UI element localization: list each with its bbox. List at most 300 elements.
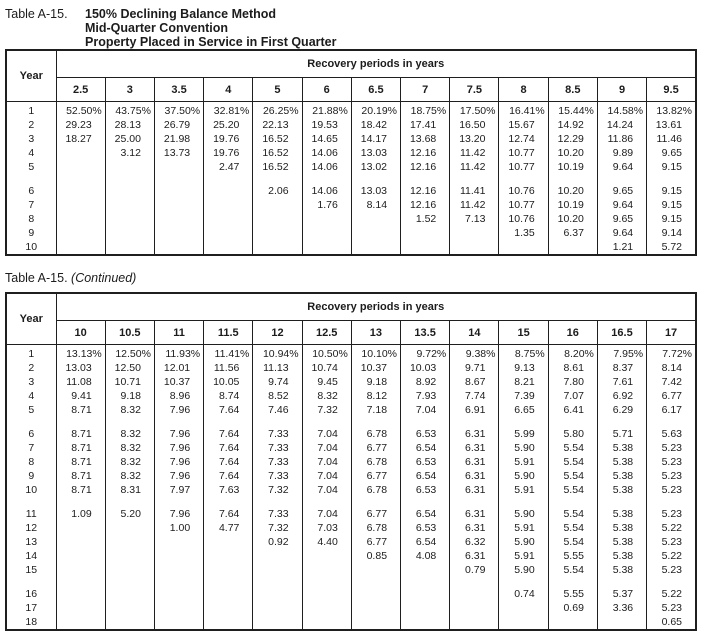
- value-cell: [105, 549, 154, 563]
- value-cell: 13.13%: [56, 345, 105, 362]
- value-cell: 7.04: [302, 507, 351, 521]
- value-cell: 7.04: [302, 483, 351, 497]
- value-cell: [302, 212, 351, 226]
- value-cell: 12.16: [401, 160, 450, 174]
- value-cell: 13.03: [351, 184, 400, 198]
- value-cell: 25.00: [105, 132, 154, 146]
- year-cell: 3: [6, 132, 56, 146]
- value-cell: 8.96: [154, 389, 203, 403]
- value-cell: 16.41%: [499, 102, 548, 119]
- continued-title: [5, 271, 699, 285]
- value-cell: 6.53: [401, 455, 450, 469]
- value-cell: 7.64: [204, 507, 253, 521]
- value-cell: 7.13: [450, 212, 499, 226]
- value-cell: 7.93: [401, 389, 450, 403]
- value-cell: 6.41: [548, 403, 597, 417]
- column-header-8.5: 8.5: [548, 78, 597, 102]
- value-cell: 11.42: [450, 146, 499, 160]
- table-row: [6, 226, 696, 240]
- value-cell: 7.03: [302, 521, 351, 535]
- value-cell: [302, 615, 351, 630]
- value-cell: [253, 615, 302, 630]
- value-cell: 14.24: [597, 118, 646, 132]
- value-cell: 9.64: [597, 226, 646, 240]
- value-cell: 6.54: [401, 535, 450, 549]
- value-cell: 8.71: [56, 441, 105, 455]
- heading-line-1: 150% Declining Balance Method: [85, 7, 277, 21]
- value-cell: [401, 226, 450, 240]
- value-cell: 10.20: [548, 212, 597, 226]
- value-cell: 0.79: [450, 563, 499, 577]
- value-cell: [253, 226, 302, 240]
- value-cell: 10.71: [105, 375, 154, 389]
- value-cell: 5.38: [597, 521, 646, 535]
- value-cell: 5.54: [548, 455, 597, 469]
- table-row: [6, 469, 696, 483]
- value-cell: 11.08: [56, 375, 105, 389]
- value-cell: 17.50%: [450, 102, 499, 119]
- value-cell: 6.29: [597, 403, 646, 417]
- value-cell: 43.75%: [105, 102, 154, 119]
- year-cell: 8: [6, 212, 56, 226]
- value-cell: [401, 587, 450, 601]
- year-cell: 16: [6, 587, 56, 601]
- table-row: [6, 441, 696, 455]
- column-header-7.5: 7.5: [450, 78, 499, 102]
- value-cell: 8.14: [351, 198, 400, 212]
- year-cell: 6: [6, 427, 56, 441]
- value-cell: 7.04: [302, 455, 351, 469]
- value-cell: [204, 587, 253, 601]
- spacer-row: [6, 417, 696, 427]
- value-cell: 6.32: [450, 535, 499, 549]
- value-cell: 6.77: [351, 441, 400, 455]
- value-cell: 17.41: [401, 118, 450, 132]
- value-cell: 5.91: [499, 521, 548, 535]
- value-cell: [548, 240, 597, 255]
- value-cell: 9.71: [450, 361, 499, 375]
- value-cell: [56, 587, 105, 601]
- value-cell: [253, 563, 302, 577]
- value-cell: 5.23: [647, 535, 696, 549]
- value-cell: 10.37: [154, 375, 203, 389]
- year-cell: 10: [6, 483, 56, 497]
- table-row: [6, 427, 696, 441]
- value-cell: 5.91: [499, 483, 548, 497]
- value-cell: 8.37: [597, 361, 646, 375]
- value-cell: 15.44%: [548, 102, 597, 119]
- value-cell: 9.89: [597, 146, 646, 160]
- value-cell: [154, 184, 203, 198]
- value-cell: 9.65: [597, 184, 646, 198]
- value-cell: 6.78: [351, 521, 400, 535]
- value-cell: 5.54: [548, 507, 597, 521]
- table-row: [6, 345, 696, 362]
- value-cell: 7.97: [154, 483, 203, 497]
- value-cell: 11.41%: [204, 345, 253, 362]
- value-cell: 0.65: [647, 615, 696, 630]
- value-cell: 1.35: [499, 226, 548, 240]
- value-cell: [204, 184, 253, 198]
- value-cell: 5.63: [647, 427, 696, 441]
- value-cell: 6.31: [450, 441, 499, 455]
- value-cell: 12.29: [548, 132, 597, 146]
- value-cell: 6.37: [548, 226, 597, 240]
- value-cell: 7.18: [351, 403, 400, 417]
- value-cell: 7.64: [204, 455, 253, 469]
- value-cell: 5.37: [597, 587, 646, 601]
- value-cell: [56, 615, 105, 630]
- column-header-8: 8: [499, 78, 548, 102]
- value-cell: 7.96: [154, 469, 203, 483]
- column-header-2.5: 2.5: [56, 78, 105, 102]
- value-cell: 7.32: [253, 521, 302, 535]
- value-cell: 7.95%: [597, 345, 646, 362]
- year-cell: 6: [6, 184, 56, 198]
- value-cell: 9.38%: [450, 345, 499, 362]
- value-cell: 5.23: [647, 507, 696, 521]
- value-cell: [56, 184, 105, 198]
- value-cell: [154, 160, 203, 174]
- column-header-10: 10: [56, 321, 105, 345]
- value-cell: [204, 615, 253, 630]
- value-cell: 5.38: [597, 507, 646, 521]
- table-row: [6, 212, 696, 226]
- value-cell: 4.40: [302, 535, 351, 549]
- table-row: [6, 483, 696, 497]
- value-cell: 6.31: [450, 427, 499, 441]
- value-cell: [450, 226, 499, 240]
- value-cell: 7.33: [253, 427, 302, 441]
- value-cell: 9.64: [597, 198, 646, 212]
- value-cell: [351, 615, 400, 630]
- value-cell: 16.52: [253, 132, 302, 146]
- column-header-13: 13: [351, 321, 400, 345]
- value-cell: 5.22: [647, 549, 696, 563]
- value-cell: 9.18: [105, 389, 154, 403]
- value-cell: [56, 198, 105, 212]
- table-title-block: [5, 7, 699, 49]
- value-cell: 8.92: [401, 375, 450, 389]
- value-cell: [499, 601, 548, 615]
- value-cell: 5.91: [499, 549, 548, 563]
- value-cell: 16.52: [253, 160, 302, 174]
- continued-label: Table A-15.: [5, 271, 68, 285]
- value-cell: [204, 601, 253, 615]
- value-cell: 10.19: [548, 160, 597, 174]
- value-cell: 6.17: [647, 403, 696, 417]
- value-cell: [105, 160, 154, 174]
- value-cell: 8.14: [647, 361, 696, 375]
- value-cell: [450, 587, 499, 601]
- value-cell: 5.38: [597, 563, 646, 577]
- value-cell: 3.12: [105, 146, 154, 160]
- value-cell: 9.45: [302, 375, 351, 389]
- column-header-15: 15: [499, 321, 548, 345]
- value-cell: 11.13: [253, 361, 302, 375]
- value-cell: 5.38: [597, 469, 646, 483]
- value-cell: 6.54: [401, 507, 450, 521]
- value-cell: 7.04: [302, 469, 351, 483]
- value-cell: [154, 535, 203, 549]
- depreciation-table: [5, 292, 697, 631]
- column-header-12.5: 12.5: [302, 321, 351, 345]
- year-cell: 14: [6, 549, 56, 563]
- table-row: [6, 184, 696, 198]
- value-cell: 7.80: [548, 375, 597, 389]
- value-cell: 6.77: [647, 389, 696, 403]
- column-header-5: 5: [253, 78, 302, 102]
- value-cell: 8.20%: [548, 345, 597, 362]
- value-cell: 6.54: [401, 469, 450, 483]
- value-cell: [253, 240, 302, 255]
- value-cell: 6.53: [401, 483, 450, 497]
- value-cell: [105, 212, 154, 226]
- heading-line-2: Mid-Quarter Convention: [85, 21, 229, 35]
- value-cell: [56, 549, 105, 563]
- value-cell: 7.63: [204, 483, 253, 497]
- column-header-7: 7: [401, 78, 450, 102]
- value-cell: [401, 601, 450, 615]
- value-cell: 6.77: [351, 535, 400, 549]
- value-cell: 9.65: [647, 146, 696, 160]
- value-cell: 10.03: [401, 361, 450, 375]
- value-cell: 18.42: [351, 118, 400, 132]
- year-cell: 9: [6, 469, 56, 483]
- value-cell: 9.15: [647, 160, 696, 174]
- year-column-header: Year: [6, 50, 56, 102]
- value-cell: 10.94%: [253, 345, 302, 362]
- value-cell: 7.32: [302, 403, 351, 417]
- value-cell: 10.76: [499, 212, 548, 226]
- value-cell: 6.53: [401, 427, 450, 441]
- value-cell: 16.52: [253, 146, 302, 160]
- value-cell: 11.42: [450, 160, 499, 174]
- value-cell: 5.38: [597, 549, 646, 563]
- value-cell: 5.90: [499, 507, 548, 521]
- value-cell: [450, 240, 499, 255]
- table-row: [6, 507, 696, 521]
- year-cell: 5: [6, 160, 56, 174]
- year-cell: 7: [6, 441, 56, 455]
- value-cell: 9.74: [253, 375, 302, 389]
- value-cell: [105, 601, 154, 615]
- value-cell: 8.32: [105, 469, 154, 483]
- value-cell: [56, 212, 105, 226]
- value-cell: [154, 563, 203, 577]
- value-cell: 10.76: [499, 184, 548, 198]
- value-cell: [56, 601, 105, 615]
- table-row: [6, 198, 696, 212]
- value-cell: [351, 240, 400, 255]
- table-row: [6, 375, 696, 389]
- value-cell: [351, 587, 400, 601]
- value-cell: [204, 226, 253, 240]
- value-cell: 10.20: [548, 184, 597, 198]
- value-cell: [204, 549, 253, 563]
- value-cell: 8.71: [56, 403, 105, 417]
- value-cell: 52.50%: [56, 102, 105, 119]
- value-cell: 7.74: [450, 389, 499, 403]
- value-cell: 7.33: [253, 507, 302, 521]
- table-row: [6, 535, 696, 549]
- value-cell: 6.31: [450, 469, 499, 483]
- value-cell: [154, 226, 203, 240]
- value-cell: 5.54: [548, 483, 597, 497]
- recovery-periods-header: Recovery periods in years: [56, 50, 696, 78]
- value-cell: 5.22: [647, 587, 696, 601]
- value-cell: 10.50%: [302, 345, 351, 362]
- table-row: [6, 361, 696, 375]
- column-header-4: 4: [204, 78, 253, 102]
- value-cell: [499, 240, 548, 255]
- value-cell: 9.65: [597, 212, 646, 226]
- value-cell: 0.74: [499, 587, 548, 601]
- continued-text: (Continued): [71, 271, 137, 285]
- value-cell: 14.06: [302, 184, 351, 198]
- value-cell: 6.77: [351, 469, 400, 483]
- value-cell: 7.33: [253, 455, 302, 469]
- value-cell: [351, 226, 400, 240]
- value-cell: 6.31: [450, 483, 499, 497]
- value-cell: 5.90: [499, 469, 548, 483]
- column-header-14: 14: [450, 321, 499, 345]
- value-cell: 7.39: [499, 389, 548, 403]
- column-header-17: 17: [647, 321, 696, 345]
- value-cell: [204, 198, 253, 212]
- value-cell: 11.46: [647, 132, 696, 146]
- value-cell: [253, 212, 302, 226]
- value-cell: 6.91: [450, 403, 499, 417]
- value-cell: 5.38: [597, 483, 646, 497]
- value-cell: 9.14: [647, 226, 696, 240]
- table-row: [6, 132, 696, 146]
- value-cell: 19.76: [204, 132, 253, 146]
- value-cell: 7.96: [154, 507, 203, 521]
- value-cell: 7.33: [253, 469, 302, 483]
- value-cell: 8.71: [56, 427, 105, 441]
- year-cell: 5: [6, 403, 56, 417]
- value-cell: 19.53: [302, 118, 351, 132]
- value-cell: [253, 587, 302, 601]
- value-cell: 10.37: [351, 361, 400, 375]
- value-cell: 1.09: [56, 507, 105, 521]
- value-cell: 11.86: [597, 132, 646, 146]
- value-cell: 8.61: [548, 361, 597, 375]
- value-cell: 5.23: [647, 441, 696, 455]
- table-row: [6, 455, 696, 469]
- value-cell: [105, 226, 154, 240]
- value-cell: 0.85: [351, 549, 400, 563]
- year-cell: 4: [6, 389, 56, 403]
- value-cell: [302, 587, 351, 601]
- value-cell: 21.88%: [302, 102, 351, 119]
- spacer-row: [6, 577, 696, 587]
- table-a15-continued-section: [5, 292, 699, 631]
- value-cell: 5.38: [597, 441, 646, 455]
- value-cell: 12.74: [499, 132, 548, 146]
- value-cell: 5.54: [548, 521, 597, 535]
- column-header-12: 12: [253, 321, 302, 345]
- value-cell: 14.06: [302, 146, 351, 160]
- value-cell: [105, 587, 154, 601]
- year-cell: 15: [6, 563, 56, 577]
- value-cell: 7.04: [401, 403, 450, 417]
- value-cell: 12.50: [105, 361, 154, 375]
- value-cell: 5.80: [548, 427, 597, 441]
- year-cell: 7: [6, 198, 56, 212]
- value-cell: 9.15: [647, 184, 696, 198]
- value-cell: 2.47: [204, 160, 253, 174]
- value-cell: 10.19: [548, 198, 597, 212]
- value-cell: 5.23: [647, 563, 696, 577]
- value-cell: 1.52: [401, 212, 450, 226]
- value-cell: 9.15: [647, 212, 696, 226]
- column-header-16.5: 16.5: [597, 321, 646, 345]
- value-cell: 8.71: [56, 469, 105, 483]
- value-cell: 7.64: [204, 403, 253, 417]
- value-cell: 18.75%: [401, 102, 450, 119]
- value-cell: 13.02: [351, 160, 400, 174]
- value-cell: 7.32: [253, 483, 302, 497]
- value-cell: 7.04: [302, 427, 351, 441]
- value-cell: 11.93%: [154, 345, 203, 362]
- value-cell: 8.74: [204, 389, 253, 403]
- value-cell: [154, 587, 203, 601]
- value-cell: 13.20: [450, 132, 499, 146]
- value-cell: 12.16: [401, 184, 450, 198]
- value-cell: 8.31: [105, 483, 154, 497]
- value-cell: [302, 549, 351, 563]
- column-header-13.5: 13.5: [401, 321, 450, 345]
- value-cell: [302, 226, 351, 240]
- value-cell: 10.77: [499, 146, 548, 160]
- value-cell: 7.61: [597, 375, 646, 389]
- value-cell: 1.76: [302, 198, 351, 212]
- value-cell: 6.53: [401, 521, 450, 535]
- recovery-periods-header: Recovery periods in years: [56, 293, 696, 321]
- table-row: [6, 240, 696, 255]
- value-cell: 15.67: [499, 118, 548, 132]
- value-cell: 8.71: [56, 455, 105, 469]
- value-cell: [597, 615, 646, 630]
- value-cell: 29.23: [56, 118, 105, 132]
- value-cell: [401, 563, 450, 577]
- value-cell: 9.72%: [401, 345, 450, 362]
- value-cell: 12.01: [154, 361, 203, 375]
- value-cell: [154, 240, 203, 255]
- year-cell: 13: [6, 535, 56, 549]
- value-cell: 8.71: [56, 483, 105, 497]
- value-cell: 13.82%: [647, 102, 696, 119]
- value-cell: [450, 601, 499, 615]
- value-cell: 1.21: [597, 240, 646, 255]
- value-cell: [401, 615, 450, 630]
- value-cell: 12.16: [401, 146, 450, 160]
- value-cell: [105, 615, 154, 630]
- value-cell: [105, 184, 154, 198]
- value-cell: 8.32: [105, 455, 154, 469]
- year-cell: 17: [6, 601, 56, 615]
- year-cell: 2: [6, 361, 56, 375]
- value-cell: [253, 601, 302, 615]
- value-cell: 5.91: [499, 455, 548, 469]
- value-cell: 11.41: [450, 184, 499, 198]
- value-cell: 5.54: [548, 563, 597, 577]
- value-cell: 5.23: [647, 455, 696, 469]
- value-cell: 9.13: [499, 361, 548, 375]
- column-header-16: 16: [548, 321, 597, 345]
